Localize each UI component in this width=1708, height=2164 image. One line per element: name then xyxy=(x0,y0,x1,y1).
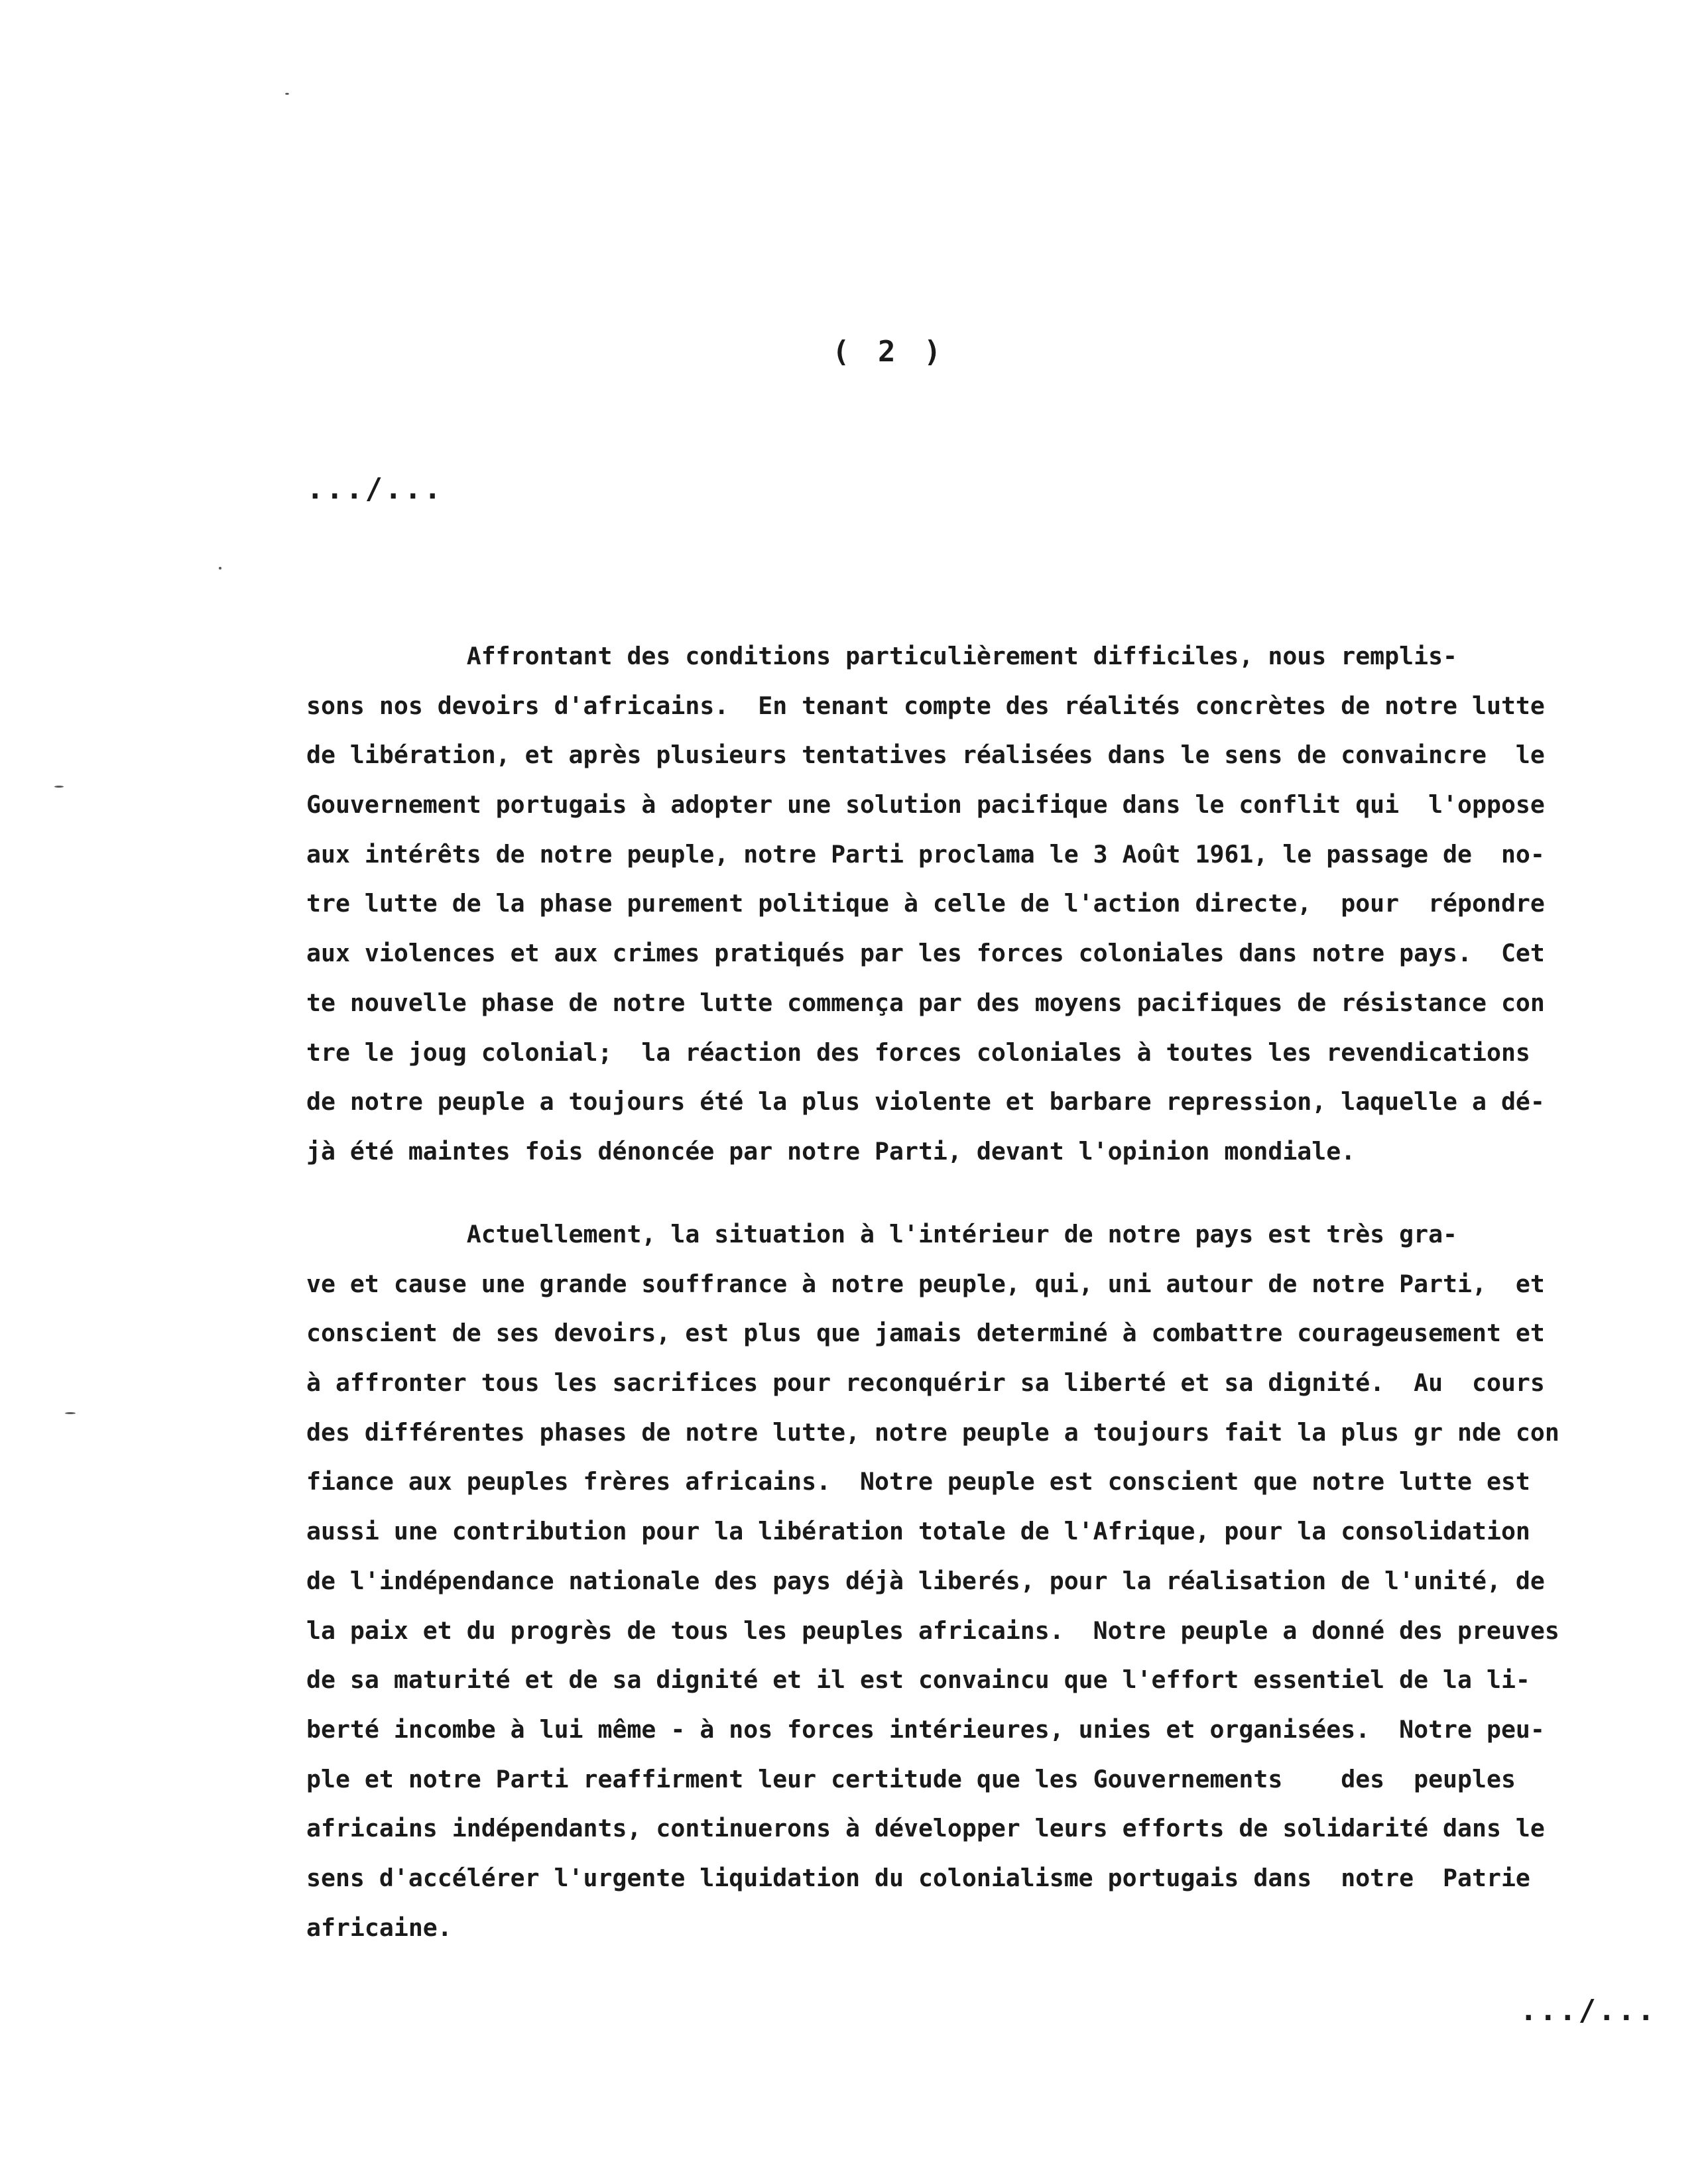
text-line: des différentes phases de notre lutte, notre peuple a toujours fait la plus gr nde con xyxy=(306,1417,1559,1447)
text-line: de notre peuple a toujours été la plus violente et barbare repression, laquelle a dé- xyxy=(306,1087,1545,1116)
text-line: à affronter tous les sacrifices pour reconquérir sa liberté et sa dignité. Au cours xyxy=(306,1368,1545,1398)
text-line: aussi une contribution pour la libération totale de l'Afrique, pour la consolidation xyxy=(306,1517,1530,1546)
scan-speck xyxy=(65,1412,76,1414)
continuation-marker-top: .../... xyxy=(306,472,444,506)
text-line: berté incombe à lui même - à nos forces intérieures, unies et organisées. Notre peu- xyxy=(306,1714,1545,1744)
paragraph-1 xyxy=(306,632,1648,1177)
text-line: la paix et du progrès de tous les peuples africains. Notre peuple a donné des preuves xyxy=(306,1616,1559,1645)
text-line: Affrontant des conditions particulièrement difficiles, nous remplis- xyxy=(306,642,1458,670)
text-line: africains indépendants, continuerons à développer leurs efforts de solidarité dans le xyxy=(306,1814,1545,1843)
scan-speck xyxy=(285,93,289,95)
text-line: africaine. xyxy=(306,1913,452,1942)
text-line: fiance aux peuples frères africains. Notre peuple est conscient que notre lutte est xyxy=(306,1467,1530,1496)
text-line: de l'indépendance nationale des pays déjà liberés, pour la réalisation de l'unité, de xyxy=(306,1566,1545,1595)
scan-speck xyxy=(54,786,64,788)
text-line: de libération, et après plusieurs tentatives réalisées dans le sens de convaincre le xyxy=(306,741,1545,770)
page-number: ( 2 ) xyxy=(832,335,947,369)
continuation-marker-bottom: .../... xyxy=(1520,1994,1657,2027)
text-line: sens d'accélérer l'urgente liquidation du colonialisme portugais dans notre Patrie xyxy=(306,1863,1530,1892)
scan-speck xyxy=(219,567,221,570)
text-line: ple et notre Parti reaffirment leur certitude que les Gouvernements des peuples xyxy=(306,1764,1516,1793)
text-line: aux intérêts de notre peuple, notre Parti proclama le 3 Août 1961, le passage de no- xyxy=(306,839,1545,869)
text-line: Gouvernement portugais à adopter une solution pacifique dans le conflit qui l'oppose xyxy=(306,790,1545,819)
text-line: Actuellement, la situation à l'intérieur de notre pays est très gra- xyxy=(306,1220,1458,1248)
text-line: tre lutte de la phase purement politique à celle de l'action directe, pour répondre xyxy=(306,889,1545,918)
text-line: jà été maintes fois dénoncée par notre Parti, devant l'opinion mondiale. xyxy=(306,1136,1356,1166)
text-line: sons nos devoirs d'africains. En tenant compte des réalités concrètes de notre lutte xyxy=(306,691,1545,720)
text-line: aux violences et aux crimes pratiqués par les forces coloniales dans notre pays. Cet xyxy=(306,939,1545,968)
text-line: ve et cause une grande souffrance à notre peuple, qui, uni autour de notre Parti, et xyxy=(306,1269,1545,1298)
text-line: conscient de ses devoirs, est plus que jamais determiné à combattre courageusement et xyxy=(306,1319,1545,1348)
text-line: de sa maturité et de sa dignité et il est convaincu que l'effort essentiel de la li- xyxy=(306,1665,1530,1695)
text-line: tre le joug colonial; la réaction des forces coloniales à toutes les revendications xyxy=(306,1038,1530,1067)
paragraph-2 xyxy=(306,1210,1648,1953)
text-line: te nouvelle phase de notre lutte commença par des moyens pacifiques de résistance con xyxy=(306,988,1545,1017)
